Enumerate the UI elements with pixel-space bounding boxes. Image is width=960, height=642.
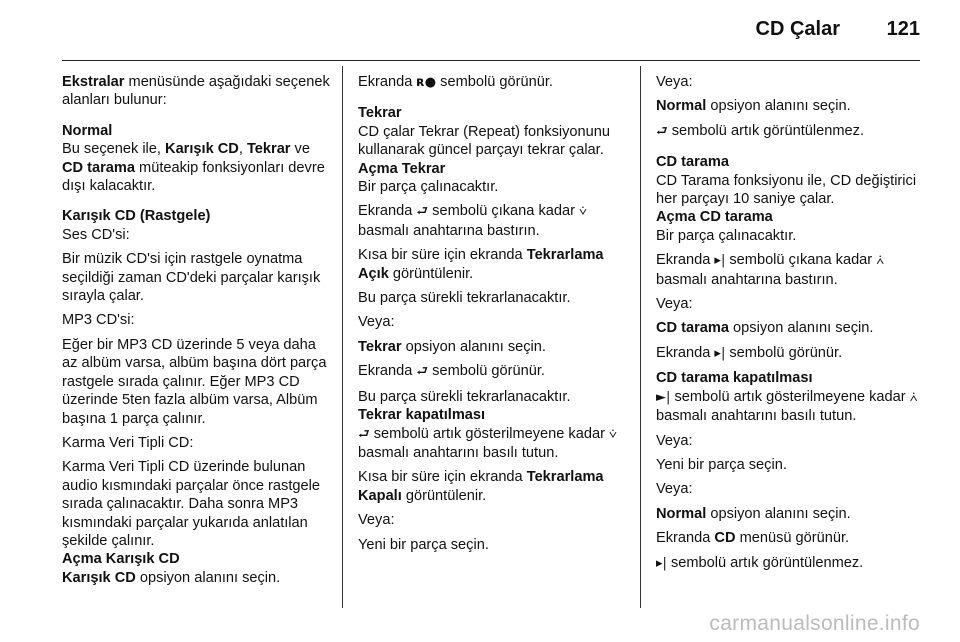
select-normal-text: Normal opsiyon alanını seçin.: [656, 505, 851, 522]
or-text: Veya:: [656, 296, 693, 313]
select-normal-text: Normal opsiyon alanını seçin.: [656, 98, 851, 115]
or-text: Veya:: [358, 512, 395, 529]
scan-gone-text: ▸| sembolü artık görüntülenmez.: [656, 554, 924, 573]
repeat-off-heading: Tekrar kapatılması: [358, 407, 486, 424]
up-key-icon: ⩑: [909, 389, 918, 405]
repeat-off-brief-text: Kısa bir süre için ekranda Tekrarlama Kapalı görüntülenir.: [358, 469, 604, 504]
repeat-heading: Tekrar: [358, 105, 402, 122]
scan-on-heading: Açma CD tarama: [656, 209, 773, 226]
up-key-icon: ⩑: [876, 253, 885, 269]
audio-cd-label: Ses CD'si:: [62, 226, 130, 243]
repeat-text: CD çalar Tekrar (Repeat) fonksiyonunu kullanarak güncel parçayı tekrar çalar.: [358, 123, 610, 159]
scan-icon: ►|: [656, 389, 671, 405]
new-track-text: Yeni bir parça seçin.: [656, 456, 787, 473]
new-track-text: Yeni bir parça seçin.: [358, 536, 489, 553]
shuffle-symbol-text: Ekranda ʀ● sembolü görünür.: [358, 73, 626, 92]
select-scan-text: CD tarama opsiyon alanını seçin.: [656, 320, 874, 337]
repeated-text: Bu parça sürekli tekrarlanacaktır.: [358, 388, 571, 405]
or-text: Veya:: [656, 74, 693, 90]
column-divider: [640, 66, 641, 608]
scan-icon: ▸|: [714, 253, 726, 269]
cd-menu-text: Ekranda CD menüsü görünür.: [656, 530, 850, 547]
scan-icon: ▸|: [714, 345, 726, 361]
select-repeat-text: Tekrar opsiyon alanını seçin.: [358, 338, 546, 355]
intro-paragraph: Ekstralar menüsünde aşağıdaki seçenek alanları bulunur:: [62, 74, 330, 109]
repeat-on-text: Bir parça çalınacaktır.: [358, 179, 499, 196]
normal-paragraph: Bu seçenek ile, Karışık CD, Tekrar ve CD tarama müteakip fonksiyonları devre dışı kalacaktır.: [62, 141, 325, 195]
repeat-hold-text: Ekranda ⮐ sembolü çıkana kadar ⩒ basmalı anahtarına bastırın.: [358, 203, 587, 239]
column-divider: [342, 66, 343, 608]
repeat-icon: ⮐: [656, 123, 668, 139]
shuffle-icon: ʀ●: [416, 75, 437, 90]
mp3-cd-label: MP3 CD'si:: [62, 312, 135, 329]
repeat-brief-text: Kısa bir süre için ekranda Tekrarlama Açık görüntülenir.: [358, 247, 604, 282]
audio-cd-text: Bir müzik CD'si için rastgele oynatma seçildiği zaman CD'deki parçalar karışık sırayla çalar.: [62, 251, 321, 305]
repeat-gone-text: ⮐ sembolü artık görüntülenmez.: [656, 122, 924, 141]
scan-icon: ▸|: [656, 555, 667, 571]
page-header: [62, 0, 920, 61]
shuffle-on-heading: Açma Karışık CD: [62, 551, 180, 568]
repeat-on-heading: Açma Tekrar: [358, 160, 446, 177]
or-text: Veya:: [656, 481, 693, 498]
repeat-icon: ⮐: [416, 204, 429, 220]
scan-on-text: Bir parça çalınacaktır.: [656, 227, 797, 244]
down-key-icon: ⩒: [579, 204, 587, 220]
scan-heading: CD tarama: [656, 154, 729, 171]
scan-off-text: ►| sembolü artık gösterilmeyene kadar ⩑ basmalı anahtarını basılı tutun.: [656, 388, 918, 425]
repeat-off-text: ⮐ sembolü artık gösterilmeyene kadar ⩒ basmalı anahtarını basılı tutun.: [358, 425, 617, 461]
or-text: Veya:: [656, 432, 693, 449]
normal-heading: Normal: [62, 122, 113, 139]
page-number: 121: [886, 18, 920, 40]
column-2: [358, 73, 626, 560]
page-title: CD Çalar: [755, 18, 840, 40]
scan-symbol-text: Ekranda ▸| sembolü görünür.: [656, 344, 924, 363]
mixed-cd-label: Karma Veri Tipli CD:: [62, 434, 194, 451]
or-text: Veya:: [358, 314, 395, 331]
repeat-symbol-text: Ekranda ⮐ sembolü görünür.: [358, 362, 626, 381]
column-1: [62, 73, 330, 593]
column-3: [656, 73, 924, 579]
shuffle-heading: Karışık CD (Rastgele): [62, 208, 211, 225]
repeated-text: Bu parça sürekli tekrarlanacaktır.: [358, 290, 571, 307]
mixed-cd-text: Karma Veri Tipli CD üzerinde bulunan audio kısmındaki parçalar önce rastgele sırada çalınacaktır. Daha sonra MP3 kısmındaki parçalar yukarıda anlatılan şekilde çalınır.: [62, 459, 320, 549]
down-key-icon: ⩒: [609, 426, 617, 442]
shuffle-on-text: Karışık CD opsiyon alanını seçin.: [62, 569, 281, 586]
mp3-cd-text: Eğer bir MP3 CD üzerinde 5 veya daha az albüm varsa, albüm başına dört parça rastgele sırada çalınır. Eğer MP3 CD üzerinde 5ten fazla albüm varsa, Albüm başına 1 parça çalınır.: [62, 336, 327, 427]
repeat-icon: ⮐: [416, 364, 429, 380]
scan-text: CD Tarama fonksiyonu ile, CD değiştirici her parçayı 10 saniye çalar.: [656, 172, 917, 208]
scan-hold-text: Ekranda ▸| sembolü çıkana kadar ⩑ basmalı anahtarına bastırın.: [656, 252, 885, 288]
repeat-icon: ⮐: [358, 426, 370, 442]
scan-off-heading: CD tarama kapatılması: [656, 370, 813, 387]
watermark: carmanualsonline.info: [709, 612, 920, 635]
